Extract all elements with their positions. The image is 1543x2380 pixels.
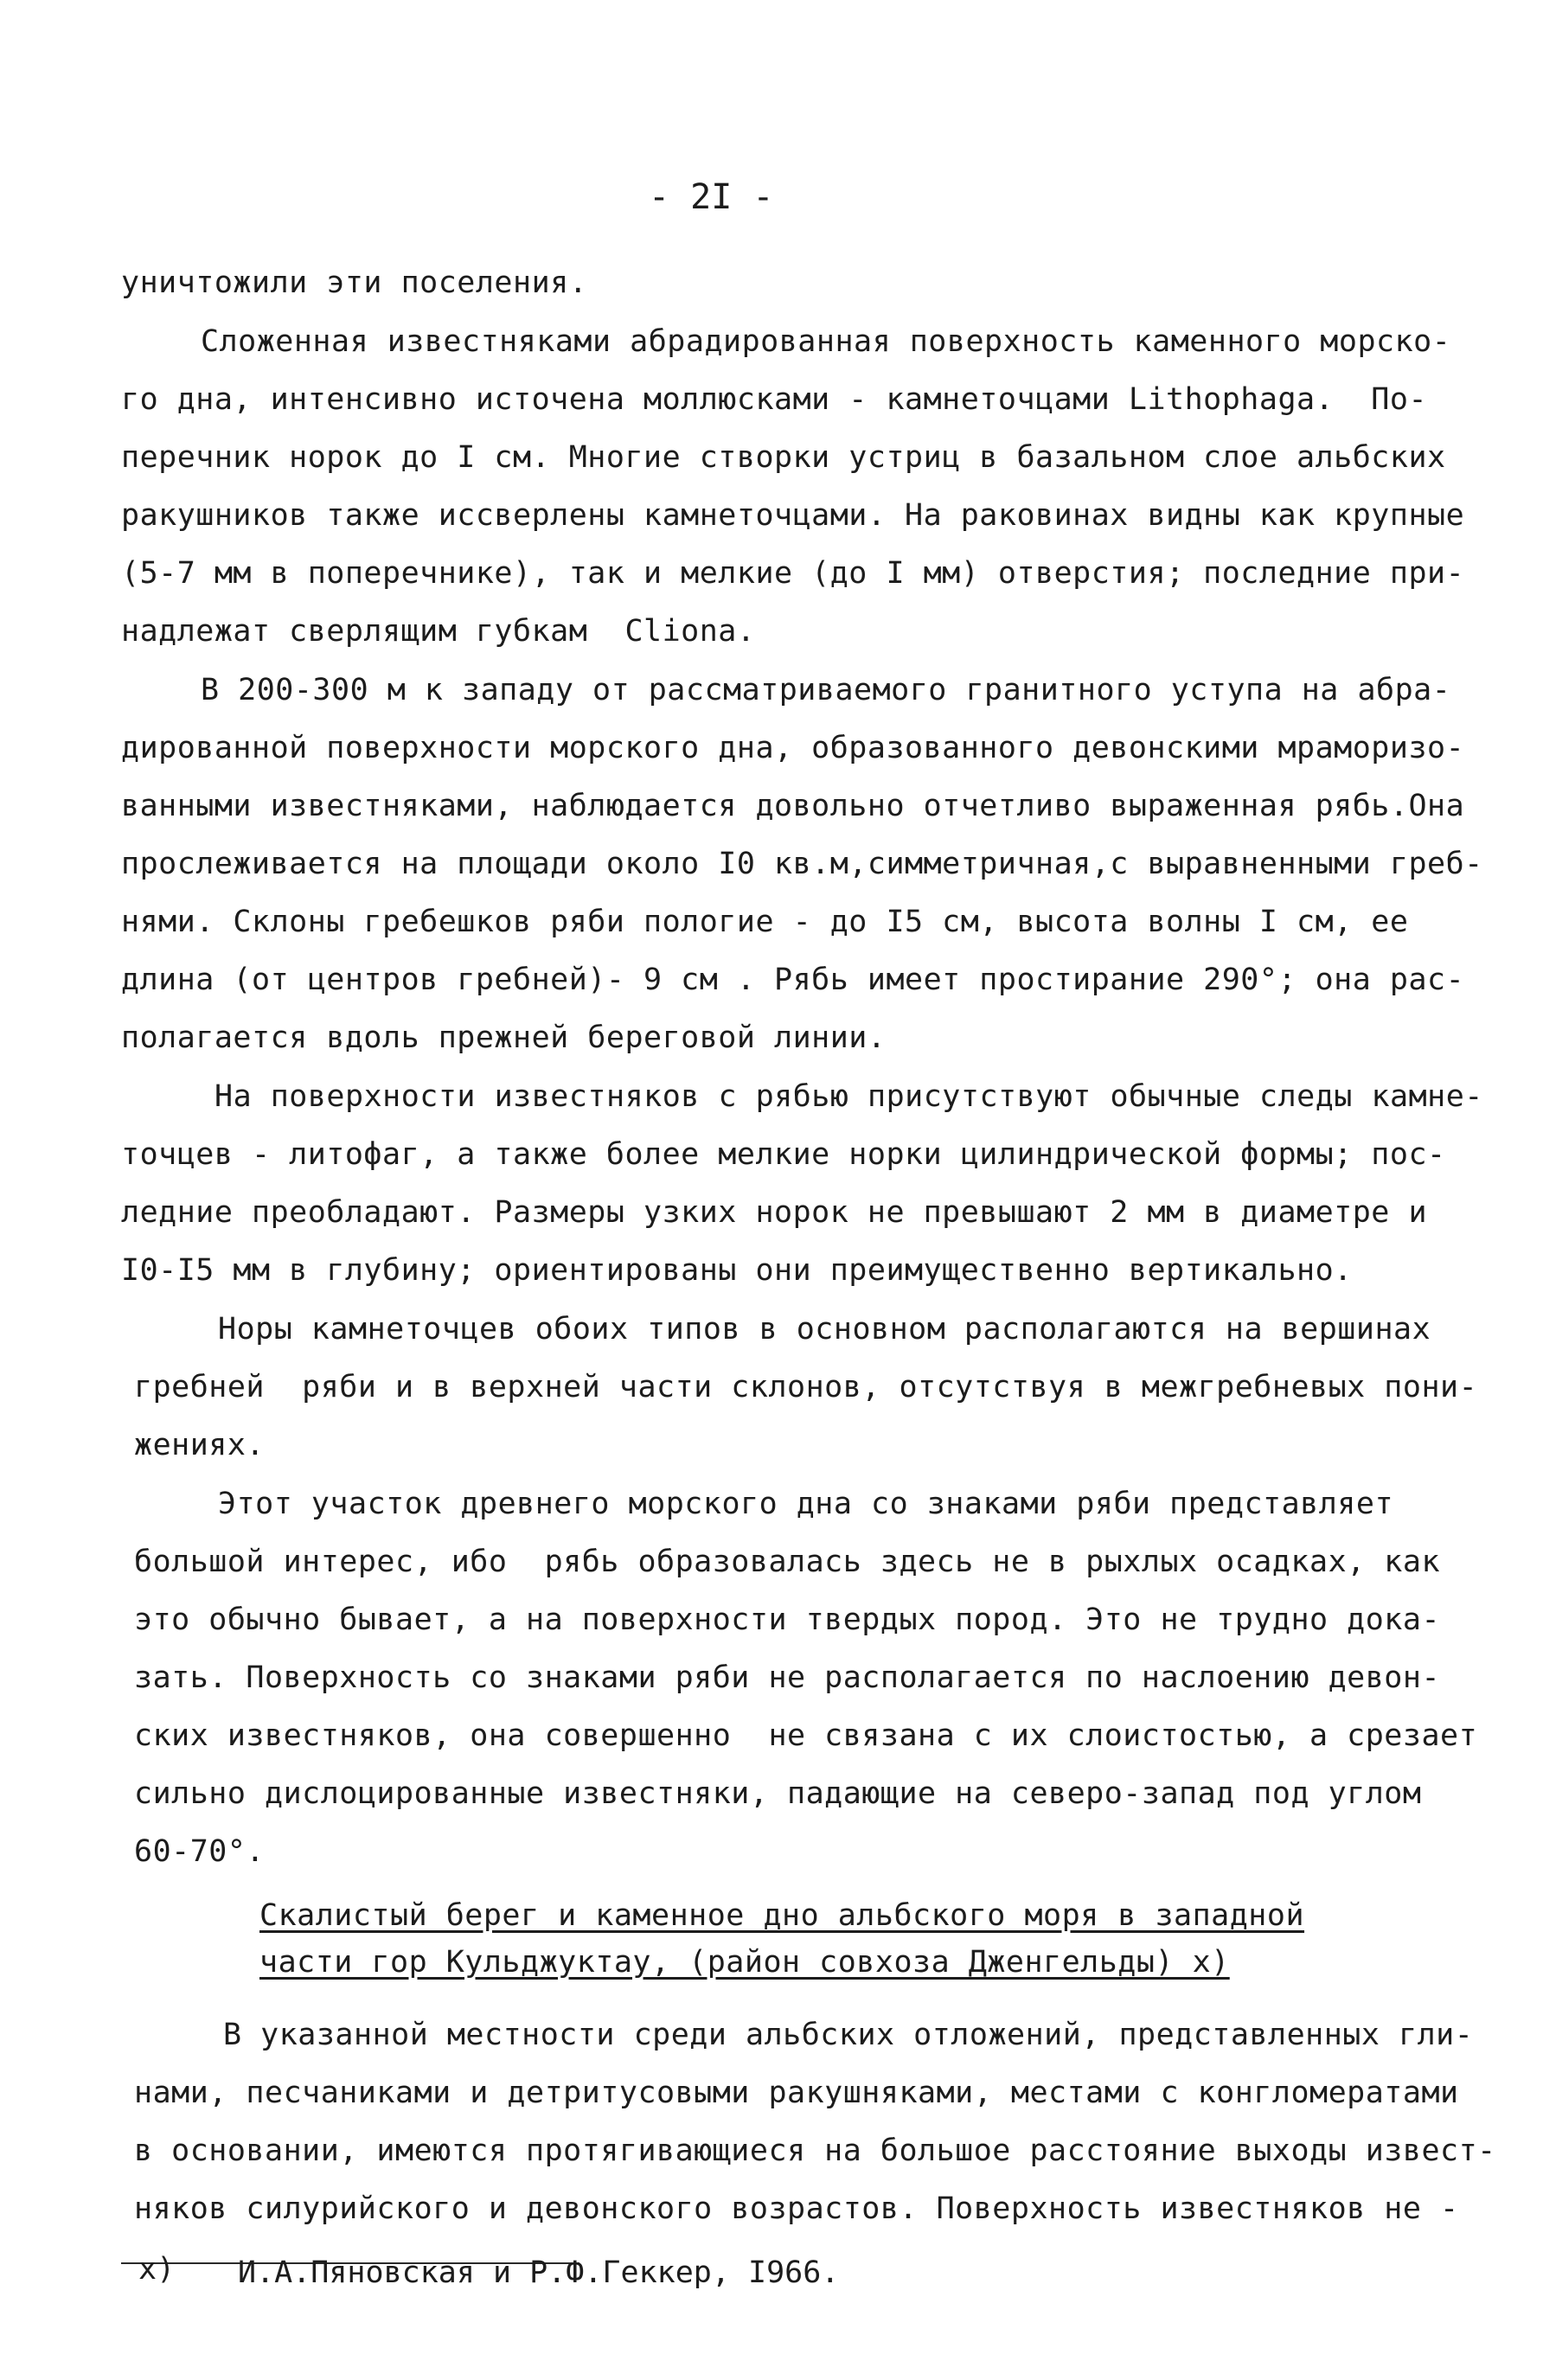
text-line: ских известняков, она совершенно не связана с их слоистостью, а срезает <box>134 1718 1478 1753</box>
text-line: полагается вдоль прежней береговой линии. <box>121 1020 887 1055</box>
text-line: гребней ряби и в верхней части склонов, отсутствуя в межгребневых пони- <box>134 1370 1478 1404</box>
text-line: ракушников также иссверлены камнеточцами. На раковинах видны как крупные <box>121 498 1465 533</box>
text-line: прослеживается на площади около I0 кв.м,симметричная,с выравненными греб- <box>121 847 1483 881</box>
text-line: жениях. <box>134 1428 266 1462</box>
text-line: это обычно бывает, а на поверхности твердых пород. Это не трудно дока- <box>134 1603 1441 1637</box>
text-line: ледние преобладают. Размеры узких норок не превышают 2 мм в диаметре и <box>121 1195 1428 1230</box>
text-line: 60-70°. <box>134 1834 266 1869</box>
text-line: Сложенная известняками абрадированная поверхность каменного морско- <box>201 324 1451 359</box>
footnote-marker: x) <box>138 2252 176 2287</box>
text-line: зать. Поверхность со знаками ряби не располагается по наслоению девон- <box>134 1660 1441 1695</box>
text-line: нями. Склоны гребешков ряби пологие - до I5 см, высота волны I см, ее <box>121 905 1409 939</box>
text-line: го дна, интенсивно источена моллюсками - камнеточцами Lithophaga. По- <box>121 382 1428 417</box>
text-line: нами, песчаниками и детритусовыми ракушняками, местами с конгломератами <box>134 2076 1459 2110</box>
text-line: сильно дислоцированные известняки, падающие на северо-запад под углом <box>134 1776 1422 1811</box>
page-number: - 2I - <box>649 177 774 217</box>
text-line: Норы камнеточцев обоих типов в основном располагаются на вершинах <box>218 1312 1431 1347</box>
text-line: няков силурийского и девонского возрастов. Поверхность известняков не - <box>134 2191 1459 2226</box>
footnote-text: И.А.Пяновская и Р.Ф.Геккер, I966. <box>238 2255 840 2290</box>
text-line: дированной поверхности морского дна, образованного девонскими мраморизо- <box>121 731 1465 765</box>
text-line: I0-I5 мм в глубину; ориентированы они преимущественно вертикально. <box>121 1253 1353 1288</box>
section-heading: части гор Кульджуктау, (район совхоза Дженгельды) x) <box>259 1945 1230 1980</box>
text-line: уничтожили эти поселения. <box>121 266 588 300</box>
text-line: в основании, имеются протягивающиеся на большое расстояние выходы извест- <box>134 2134 1496 2168</box>
text-line: длина (от центров гребней)- 9 см . Рябь имеет простирание 290°; она рас- <box>121 963 1465 997</box>
text-line: ванными известняками, наблюдается довольно отчетливо выраженная рябь.Она <box>121 789 1465 823</box>
text-line: Этот участок древнего морского дна со знаками ряби представляет <box>218 1487 1394 1521</box>
text-line: большой интерес, ибо рябь образовалась здесь не в рыхлых осадках, как <box>134 1545 1441 1579</box>
section-heading: Скалистый берег и каменное дно альбского моря в западной <box>259 1898 1305 1933</box>
text-line: перечник норок до I см. Многие створки устриц в базальном слое альбских <box>121 440 1446 475</box>
text-line: надлежат сверлящим губкам Cliona. <box>121 614 756 649</box>
text-line: (5-7 мм в поперечнике), так и мелкие (до I мм) отверстия; последние при- <box>121 556 1465 591</box>
text-line: В 200-300 м к западу от рассматриваемого гранитного уступа на абра- <box>201 673 1451 707</box>
text-line: На поверхности известняков с рябью присутствуют обычные следы камне- <box>214 1079 1483 1114</box>
text-line: точцев - литофаг, а также более мелкие норки цилиндрической формы; пос- <box>121 1137 1446 1172</box>
text-line: В указанной местности среди альбских отложений, представленных гли- <box>223 2018 1474 2052</box>
